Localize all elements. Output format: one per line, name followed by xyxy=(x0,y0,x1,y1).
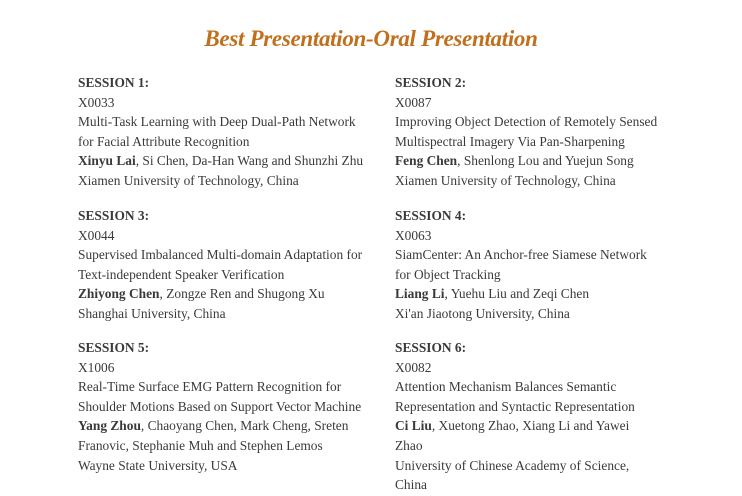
coauthors-text: , Xuetong Zhao, Xiang Li and Yawei xyxy=(431,418,630,434)
presenter-name: Liang Li xyxy=(395,286,445,302)
session-heading: SESSION 5: xyxy=(78,340,150,355)
coauthors-text: , Shenlong Lou and Yuejun Song xyxy=(457,153,634,169)
authors-line xyxy=(78,151,378,171)
authors-line-continued: Zhao xyxy=(395,437,423,453)
affiliation-line: Wayne State University, USA xyxy=(78,457,238,473)
paper-title-line: Improving Object Detection of Remotely Sensed xyxy=(395,114,658,130)
page-title: Best Presentation-Oral Presentation xyxy=(204,26,538,51)
affiliation-line: Xi'an Jiaotong University, China xyxy=(395,305,570,321)
paper-code: X0033 xyxy=(78,94,115,110)
presenter-name: Xinyu Lai xyxy=(78,153,136,169)
session-heading: SESSION 6: xyxy=(395,340,467,355)
presenter-name: Yang Zhou xyxy=(78,418,141,434)
paper-title-line: Multi-Task Learning with Deep Dual-Path Network xyxy=(78,114,356,130)
paper-title-line: for Facial Attribute Recognition xyxy=(78,133,250,149)
paper-title-line: Representation and Syntactic Representation xyxy=(395,398,635,414)
paper-code: X0044 xyxy=(78,227,115,243)
paper-title-line: Text-independent Speaker Verification xyxy=(78,266,285,282)
affiliation-line: University of Chinese Academy of Science, xyxy=(395,457,630,473)
paper-title-line: Attention Mechanism Balances Semantic xyxy=(395,379,617,395)
session-card-3 xyxy=(78,206,378,324)
paper-code: X0063 xyxy=(395,227,432,243)
paper-title-line: Supervised Imbalanced Multi-domain Adaptation for xyxy=(78,247,363,263)
authors-line xyxy=(395,151,715,171)
presenter-name: Ci Liu xyxy=(395,418,432,434)
affiliation-line: Shanghai University, China xyxy=(78,305,226,321)
paper-title-line: for Object Tracking xyxy=(395,266,501,282)
session-card-4 xyxy=(395,206,715,324)
paper-title-line: SiamCenter: An Anchor-free Siamese Network xyxy=(395,247,647,263)
paper-title-line: Multispectral Imagery Via Pan-Sharpening xyxy=(395,133,625,149)
session-card-1 xyxy=(78,73,378,191)
coauthors-text: , Zongze Ren and Shugong Xu xyxy=(159,286,325,302)
affiliation-line-continued: China xyxy=(395,477,427,493)
coauthors-text: , Yuehu Liu and Zeqi Chen xyxy=(444,286,590,302)
session-heading: SESSION 3: xyxy=(78,208,150,223)
coauthors-text: , Chaoyang Chen, Mark Cheng, Sreten xyxy=(140,418,349,434)
paper-title-line: Shoulder Motions Based on Support Vector Machine xyxy=(78,398,362,414)
session-card-6 xyxy=(395,338,715,495)
affiliation-line: Xiamen University of Technology, China xyxy=(395,172,616,188)
paper-title-line: Real-Time Surface EMG Pattern Recognition for xyxy=(78,379,342,395)
paper-code: X0087 xyxy=(395,94,432,110)
session-card-2 xyxy=(395,73,715,191)
coauthors-text: , Si Chen, Da-Han Wang and Shunzhi Zhu xyxy=(135,153,364,169)
session-heading: SESSION 1: xyxy=(78,75,150,90)
authors-line-continued: Franovic, Stephanie Muh and Stephen Lemos xyxy=(78,437,323,453)
authors-line xyxy=(395,416,715,436)
session-heading: SESSION 2: xyxy=(395,75,467,90)
presenter-name: Zhiyong Chen xyxy=(78,286,160,302)
authors-line xyxy=(395,284,715,304)
paper-code: X1006 xyxy=(78,359,115,375)
authors-line xyxy=(78,416,378,436)
paper-code: X0082 xyxy=(395,359,432,375)
session-card-5 xyxy=(78,338,378,475)
presenter-name: Feng Chen xyxy=(395,153,458,169)
affiliation-line: Xiamen University of Technology, China xyxy=(78,172,299,188)
authors-line xyxy=(78,284,378,304)
session-heading: SESSION 4: xyxy=(395,208,467,223)
